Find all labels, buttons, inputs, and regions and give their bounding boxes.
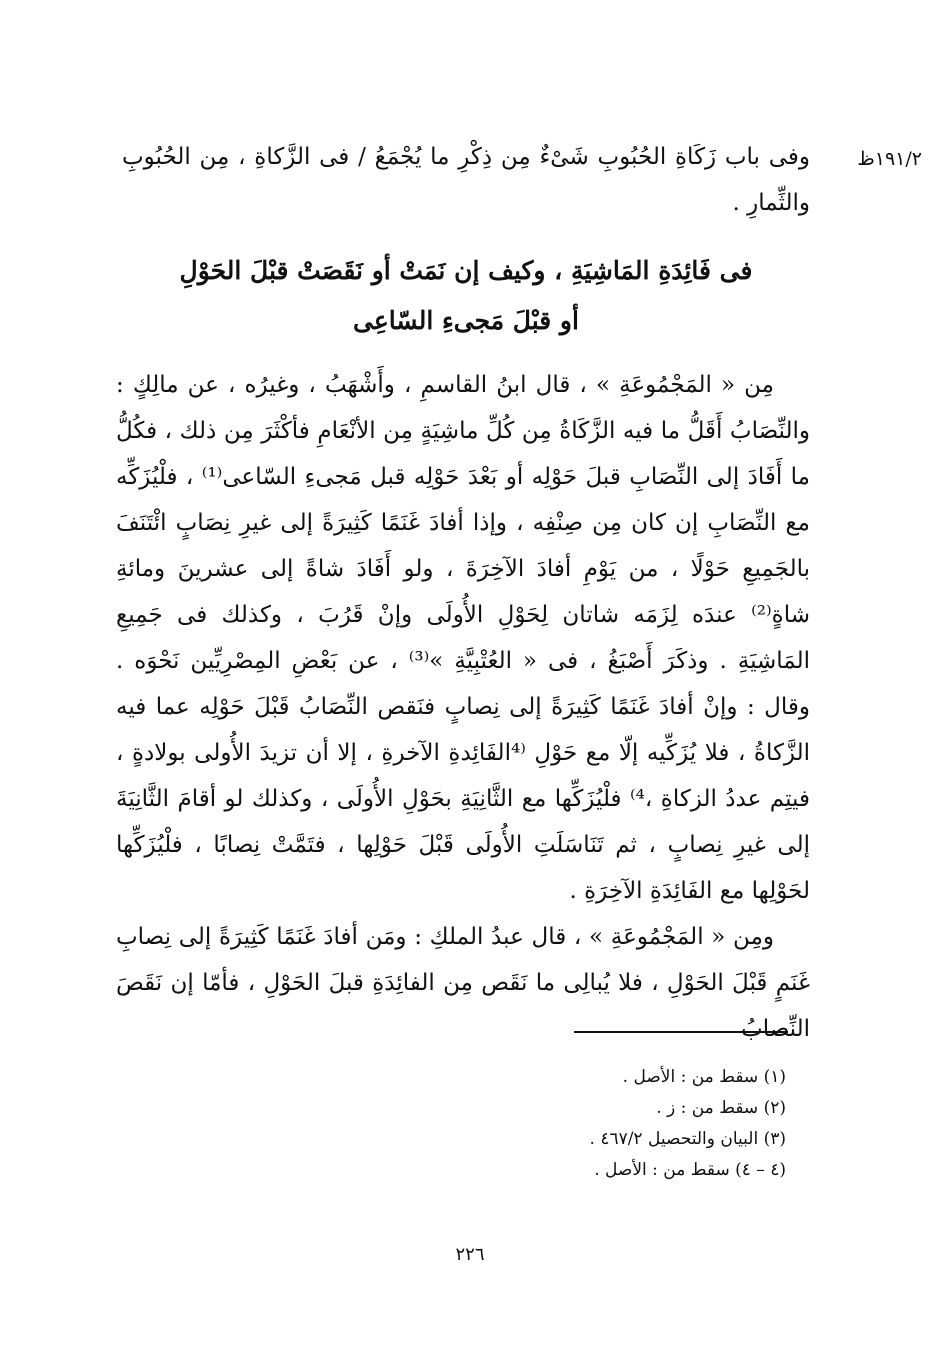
margin-reference: ١٩١/٢ظ bbox=[857, 148, 922, 170]
footnote-2: (٢) سقط من : ز . bbox=[656, 1098, 786, 1118]
footnote-4: (٤ – ٤) سقط من : الأصل . bbox=[594, 1160, 786, 1180]
footnotes-list bbox=[400, 1062, 786, 1186]
section-heading-line-2: أو قبْلَ مَجىءِ السّاعِى bbox=[353, 306, 579, 335]
section-heading bbox=[122, 246, 810, 346]
intro-paragraph: وفى باب زَكَاةِ الحُبُوبِ شَىْءٌ مِن ذِكْرِ ما يُجْمَعُ / فى الزَّكاةِ ، مِن الحُبُوبِ والثِّمارِ . bbox=[122, 144, 810, 216]
footnote-1: (١) سقط من : الأصل . bbox=[622, 1067, 786, 1087]
main-text bbox=[116, 362, 810, 1052]
section-heading-line-1: فى فَائِدَةِ المَاشِيَةِ ، وكيف إن نَمَتْ أو نَقَصَتْ قبْلَ الحَوْلِ bbox=[179, 256, 753, 285]
footnote-divider bbox=[574, 1031, 788, 1033]
page-number: ٢٢٦ bbox=[455, 1244, 485, 1265]
footnote-3: (٣) البيان والتحصيل ٤٦٧/٢ . bbox=[589, 1129, 786, 1149]
paragraph-2: ومِن « المَجْمُوعَةِ » ، قال عبدُ الملكِ : ومَن أفادَ غَنَمًا كَثِيرَةً إلى نِصابِ غَنَمٍ قَبْلَ الحَوْلِ ، فلا يُبالِى ما نَقَص مِن الفائِدَةِ قبلَ الحَوْلِ ، فأمّا إن نَقَصَ النِّصابُ bbox=[116, 924, 810, 1042]
paragraph-1: مِن « المَجْمُوعَةِ » ، قال ابنُ القاسمِ ، وأَشْهَبُ ، وغيرُه ، عن مالِكٍ : والنِّصَابُ أَقَلُّ ما فيه الزَّكَاةُ مِن كُلِّ ماشِيَةٍ مِن الأنْعَامِ فأكْثَرَ مِن ذلك ، فكُلُّ ما أَفَادَ إلى النِّصَابِ قبلَ حَوْلِه أو بَعْدَ حَوْلِه قبل مَجىءِ السّاعى⁽¹⁾ ، فلْيُزَكِّه مع النِّصَابِ إن كان مِن صِنْفِه ، وإذا أفادَ غَنَمًا كَثِيرَةً إلى غيرِ نِصَابٍ ائْتَنَفَ بالجَمِيعِ حَوْلًا ، من يَوْمِ أفادَ الآخِرَةَ ، ولو أَفَادَ شاةً إلى عشرينَ ومائةِ شاةٍ⁽²⁾ عندَه لِزَمَه شاتان لِحَوْلِ الأُولَى وإنْ قَرُبَ ، وكذلك فى جَمِيعِ المَاشِيَةِ . وذكَرَ أَصْبَغُ ، فى « العُتْبِيَّةِ »⁽³⁾ ، عن بَعْضِ المِصْرِيِّين نَحْوَه . وقال : وإنْ أفادَ غَنَمًا كَثِيرَةً إلى نِصابٍ فنَقص النِّصَابُ قَبْلَ حَوْلِه عما فيه الزَّكاةُ ، فلا يُزَكِّيه إلّا مع حَوْلِ ⁽⁴الفَائِدةِ الآخرةِ ، إلا أن تزيدَ الأُولى بولادةٍ ، فيتِم عددُ الزكاةِ ،⁴⁾ فلْيُزَكِّها مع الثَّانِيَةِ بحَوْلِ الأُولَى ، وكذلك لو أقامَ الثَّانِيَةَ إلى غيرِ نِصابٍ ، ثم تَنَاسَلَتِ الأُولَى قَبْلَ حَوْلِها ، فتَمَّتْ نِصابًا ، فلْيُزَكِّها لحَوْلِها مع الفَائِدَةِ الآخِرَةِ . bbox=[116, 372, 811, 904]
